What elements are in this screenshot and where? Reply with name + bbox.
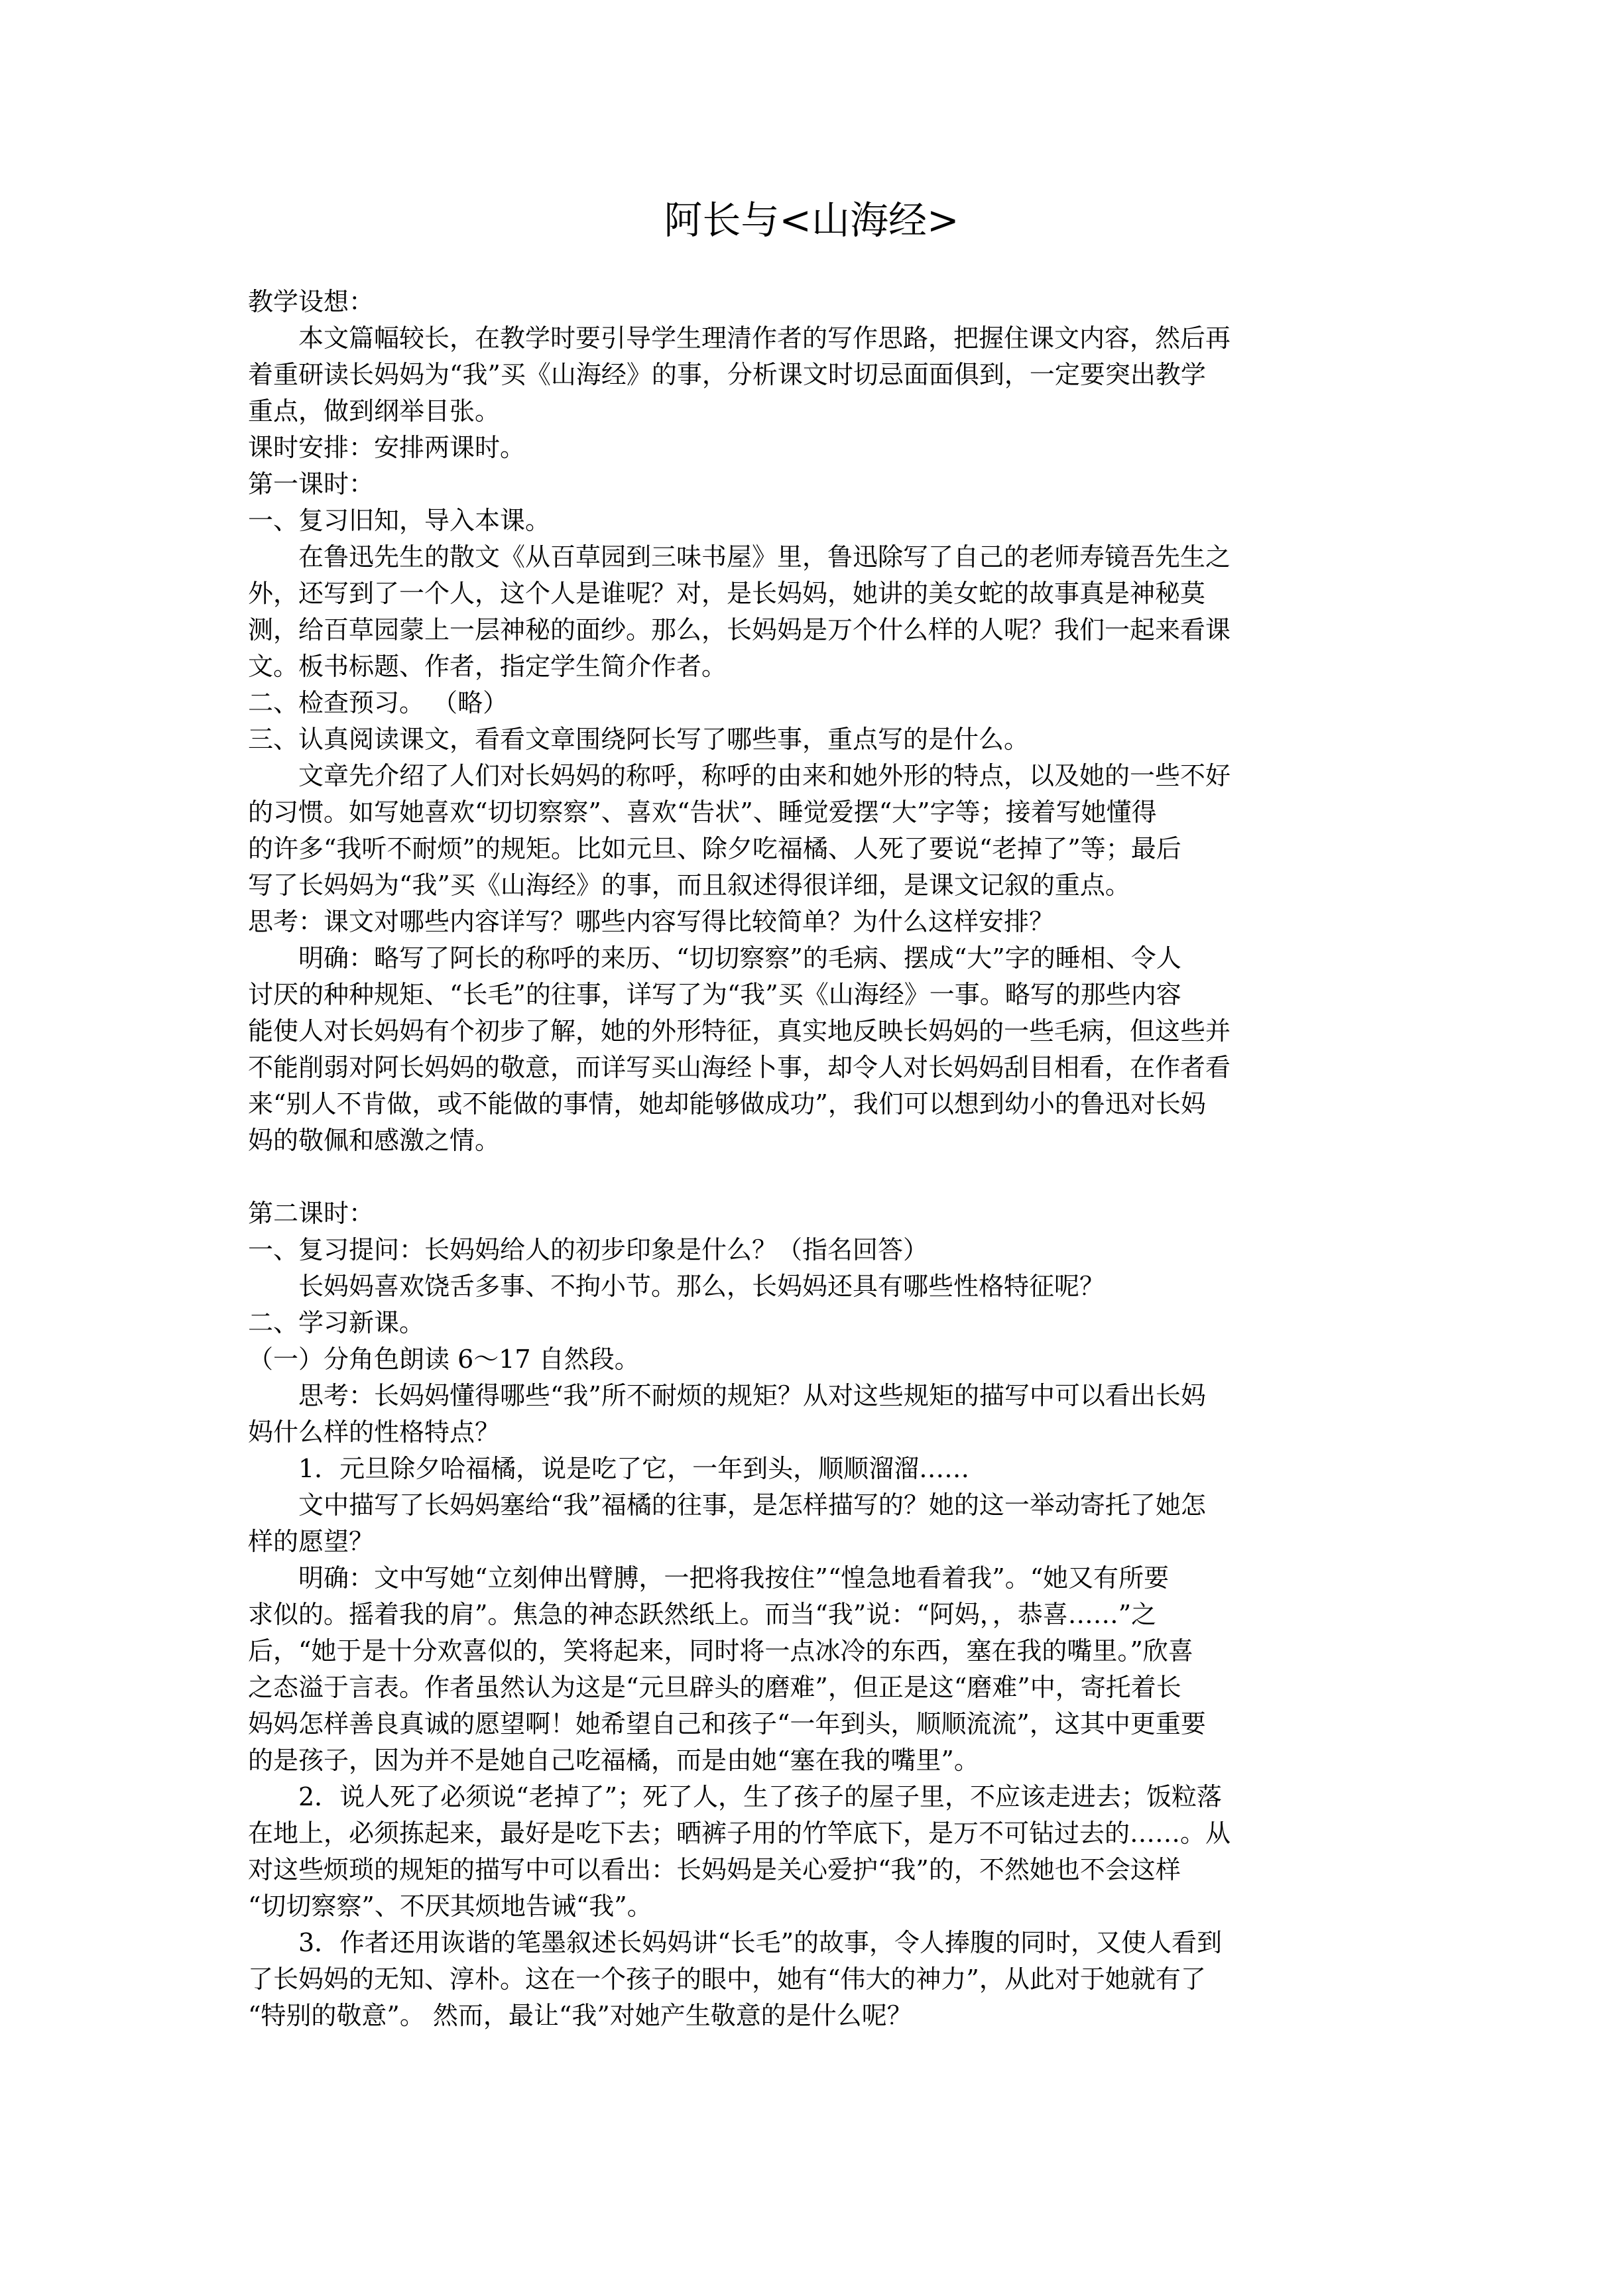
text-line: 对这些烦琐的规矩的描写中可以看出：长妈妈是关心爱护“我”的，不然她也不会这样 [248, 1855, 1181, 1884]
text-line: 思考：课文对哪些内容详写？哪些内容写得比较简单？为什么这样安排？ [248, 907, 1055, 936]
text-line: 思考：长妈妈懂得哪些“我”所不耐烦的规矩？从对这些规矩的描写中可以看出长妈 [298, 1381, 1206, 1410]
text-line: 妈妈怎样善良真诚的愿望啊！她希望自己和孩子“一年到头，顺顺流流”，这其中更重要 [248, 1709, 1206, 1738]
text-line: 文。板书标题、作者，指定学生简介作者。 [248, 652, 727, 681]
text-line: 第二课时： [248, 1199, 375, 1228]
text-line: 不能削弱对阿长妈妈的敬意，而详写买山海经卜事，却令人对长妈妈刮目相看，在作者看 [248, 1053, 1231, 1082]
text-line: 外，还写到了一个人，这个人是谁呢？对，是长妈妈，她讲的美女蛇的故事真是神秘莫 [248, 579, 1206, 608]
text-line: 能使人对长妈妈有个初步了解，她的外形特征，真实地反映长妈妈的一些毛病，但这些并 [248, 1016, 1231, 1046]
text-line: 3．作者还用诙谐的笔墨叙述长妈妈讲“长毛”的故事，令人捧腹的同时，又使人看到 [298, 1928, 1223, 1957]
text-line: 课时安排：安排两课时。 [248, 433, 526, 462]
text-line: 写了长妈妈为“我”买《山海经》的事，而且叙述得很详细，是课文记叙的重点。 [248, 871, 1130, 900]
text-line: 在鲁迅先生的散文《从百草园到三味书屋》里，鲁迅除写了自己的老师寿镜吾先生之 [298, 542, 1231, 572]
text-line: 明确：文中写她“立刻伸出臂膊，一把将我按住”“惶急地看着我”。“她又有所要 [298, 1563, 1170, 1593]
text-line: 一、复习提问：长妈妈给人的初步印象是什么？（指名回答） [248, 1235, 929, 1264]
text-line: 求似的。摇着我的肩”。焦急的神态跃然纸上。而当“我”说：“阿妈，，恭喜……”之 [248, 1600, 1157, 1629]
text-line: 妈的敬佩和感激之情。 [248, 1126, 501, 1155]
text-line: 二、检查预习。 （略） [248, 688, 509, 717]
text-line: 三、认真阅读课文，看看文章围绕阿长写了哪些事，重点写的是什么。 [248, 725, 1030, 754]
text-line: 样的愿望？ [248, 1527, 375, 1556]
text-line: “切切察察”、不厌其烦地告诫“我”。 [248, 1892, 652, 1921]
text-line: 之态溢于言表。作者虽然认为这是“元旦辟头的磨难”，但正是这“磨难”中，寄托着长 [248, 1673, 1181, 1702]
text-line: 后，“她于是十分欢喜似的，笑将起来，同时将一点冰冷的东西，塞在我的嘴里。”欣喜 [248, 1636, 1193, 1665]
text-line: 教学设想： [248, 287, 375, 316]
text-line: （一）分角色朗读 6～17 自然段。 [248, 1345, 640, 1374]
text-line: 妈什么样的性格特点？ [248, 1418, 501, 1447]
text-line: 文章先介绍了人们对长妈妈的称呼，称呼的由来和她外形的特点，以及她的一些不好 [298, 761, 1231, 790]
text-line: 2．说人死了必须说“老掉了”；死了人，生了孩子的屋子里，不应该走进去；饭粒落 [298, 1782, 1223, 1811]
text-line: 二、学习新课。 [248, 1308, 425, 1337]
blank-line [248, 1159, 1402, 1195]
text-line: 第一课时： [248, 469, 375, 499]
text-line: 来“别人不肯做，或不能做的事情，她却能够做成功”，我们可以想到幼小的鲁迅对长妈 [248, 1089, 1206, 1118]
text-line: 一、复习旧知，导入本课。 [248, 506, 551, 535]
text-line: 着重研读长妈妈为“我”买《山海经》的事，分析课文时切忌面面俱到，一定要突出教学 [248, 360, 1206, 389]
text-line: 在地上，必须拣起来，最好是吃下去；晒裤子用的竹竿底下，是万不可钻过去的……。从 [248, 1819, 1231, 1848]
text-line: 1．元旦除夕哈福橘，说是吃了它，一年到头，顺顺溜溜…… [298, 1454, 970, 1483]
text-line: 文中描写了长妈妈塞给“我”福橘的往事，是怎样描写的？她的这一举动寄托了她怎 [298, 1490, 1206, 1520]
text-line: 的习惯。如写她喜欢“切切察察”、喜欢“告状”、睡觉爱摆“大”字等；接着写她懂得 [248, 798, 1157, 827]
text-line: 本文篇幅较长，在教学时要引导学生理清作者的写作思路，把握住课文内容，然后再 [298, 324, 1231, 353]
text-line: 的许多“我听不耐烦”的规矩。比如元旦、除夕吃福橘、人死了要说“老掉了”等；最后 [248, 834, 1181, 863]
text-line: 重点，做到纲举目张。 [248, 396, 501, 426]
text-line: “特别的敬意”。 然而，最让“我”对她产生敬意的是什么呢？ [248, 2001, 912, 2030]
text-line: 了长妈妈的无知、淳朴。这在一个孩子的眼中，她有“伟大的神力”，从此对于她就有了 [248, 1964, 1206, 1994]
text-line: 测，给百草园蒙上一层神秘的面纱。那么，长妈妈是万个什么样的人呢？我们一起来看课 [248, 615, 1231, 644]
text-line: 长妈妈喜欢饶舌多事、不拘小节。那么，长妈妈还具有哪些性格特征呢？ [298, 1272, 1105, 1301]
text-line: 明确：略写了阿长的称呼的来历、“切切察察”的毛病、摆成“大”字的睡相、令人 [298, 943, 1181, 973]
text-line: 讨厌的种种规矩、“长毛”的往事，详写了为“我”买《山海经》一事。略写的那些内容 [248, 980, 1181, 1009]
document-title: 阿长与<山海经> [664, 198, 959, 243]
document-body [248, 284, 1402, 2034]
text-line: 的是孩子，因为并不是她自己吃福橘，而是由她“塞在我的嘴里”。 [248, 1746, 979, 1775]
